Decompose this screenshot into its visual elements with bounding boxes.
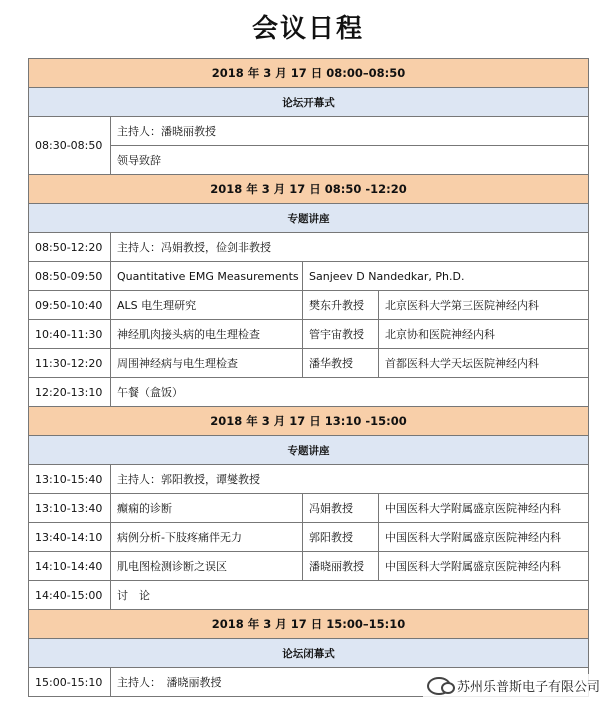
org-cell: 中国医科大学附属盛京医院神经内科 xyxy=(379,552,589,581)
speaker-cell: Sanjeev D Nandedkar, Ph.D. xyxy=(303,262,589,291)
time-cell: 15:00-15:10 xyxy=(29,668,111,697)
speaker-cell: 冯娟教授 xyxy=(303,494,379,523)
time-cell: 08:50-12:20 xyxy=(29,233,111,262)
table-row xyxy=(29,233,589,262)
date-cell: 2018 年 3 月 17 日 15:00–15:10 xyxy=(29,610,589,639)
topic-cell: 神经肌肉接头病的电生理检查 xyxy=(111,320,303,349)
table-row xyxy=(29,494,589,523)
time-cell: 13:10-15:40 xyxy=(29,465,111,494)
watermark xyxy=(423,674,604,697)
table-row xyxy=(29,523,589,552)
table-row xyxy=(29,291,589,320)
topic-cell: 癫痫的诊断 xyxy=(111,494,303,523)
date-row xyxy=(29,610,589,639)
section-row xyxy=(29,204,589,233)
date-cell: 2018 年 3 月 17 日 08:00–08:50 xyxy=(29,59,589,88)
table-row xyxy=(29,117,589,146)
speaker-cell: 樊东升教授 xyxy=(303,291,379,320)
time-cell: 13:40-14:10 xyxy=(29,523,111,552)
table-row xyxy=(29,349,589,378)
time-cell: 08:50-09:50 xyxy=(29,262,111,291)
time-cell: 08:30-08:50 xyxy=(29,117,111,175)
date-cell: 2018 年 3 月 17 日 08:50 -12:20 xyxy=(29,175,589,204)
section-row xyxy=(29,639,589,668)
page-title: 会议日程 xyxy=(251,14,364,44)
topic-cell: 领导致辞 xyxy=(111,146,589,175)
speaker-cell: 管宇宙教授 xyxy=(303,320,379,349)
section-cell: 专题讲座 xyxy=(29,204,589,233)
date-cell: 2018 年 3 月 17 日 13:10 -15:00 xyxy=(29,407,589,436)
time-cell: 10:40-11:30 xyxy=(29,320,111,349)
table-row xyxy=(29,146,589,175)
discussion-cell: 讨 论 xyxy=(111,581,589,610)
speaker-cell: 潘晓丽教授 xyxy=(303,552,379,581)
host-cell: 主持人：潘晓丽教授 xyxy=(111,117,589,146)
topic-cell: 肌电图检测诊断之误区 xyxy=(111,552,303,581)
date-row xyxy=(29,407,589,436)
speaker-cell: 潘华教授 xyxy=(303,349,379,378)
date-row xyxy=(29,175,589,204)
host-cell: 主持人：冯娟教授，俭剑非教授 xyxy=(111,233,589,262)
table-row xyxy=(29,465,589,494)
date-row xyxy=(29,59,589,88)
org-cell: 中国医科大学附属盛京医院神经内科 xyxy=(379,494,589,523)
section-cell: 论坛开幕式 xyxy=(29,88,589,117)
speaker-cell: 郭阳教授 xyxy=(303,523,379,552)
org-cell: 中国医科大学附属盛京医院神经内科 xyxy=(379,523,589,552)
org-cell: 北京医科大学第三医院神经内科 xyxy=(379,291,589,320)
time-cell: 14:40-15:00 xyxy=(29,581,111,610)
time-cell: 12:20-13:10 xyxy=(29,378,111,407)
table-row xyxy=(29,320,589,349)
topic-cell: ALS 电生理研究 xyxy=(111,291,303,320)
section-row xyxy=(29,88,589,117)
topic-cell: Quantitative EMG Measurements xyxy=(111,262,303,291)
table-row xyxy=(29,378,589,407)
host-cell: 主持人： 潘晓丽教授 xyxy=(111,668,589,697)
section-cell: 专题讲座 xyxy=(29,436,589,465)
table-row xyxy=(29,552,589,581)
lunch-cell: 午餐（盒饭） xyxy=(111,378,589,407)
host-cell: 主持人：郭阳教授，谭燮教授 xyxy=(111,465,589,494)
time-cell: 13:10-13:40 xyxy=(29,494,111,523)
section-cell: 论坛闭幕式 xyxy=(29,639,589,668)
table-row xyxy=(29,262,589,291)
topic-cell: 周围神经病与电生理检查 xyxy=(111,349,303,378)
time-cell: 09:50-10:40 xyxy=(29,291,111,320)
section-row xyxy=(29,436,589,465)
wechat-icon xyxy=(427,677,451,695)
topic-cell: 病例分析-下肢疼痛伴无力 xyxy=(111,523,303,552)
time-cell: 11:30-12:20 xyxy=(29,349,111,378)
watermark-text: 苏州乐普斯电子有限公司 xyxy=(456,680,600,695)
table-row xyxy=(29,581,589,610)
time-cell: 14:10-14:40 xyxy=(29,552,111,581)
schedule-table xyxy=(28,58,589,697)
org-cell: 北京协和医院神经内科 xyxy=(379,320,589,349)
org-cell: 首都医科大学天坛医院神经内科 xyxy=(379,349,589,378)
